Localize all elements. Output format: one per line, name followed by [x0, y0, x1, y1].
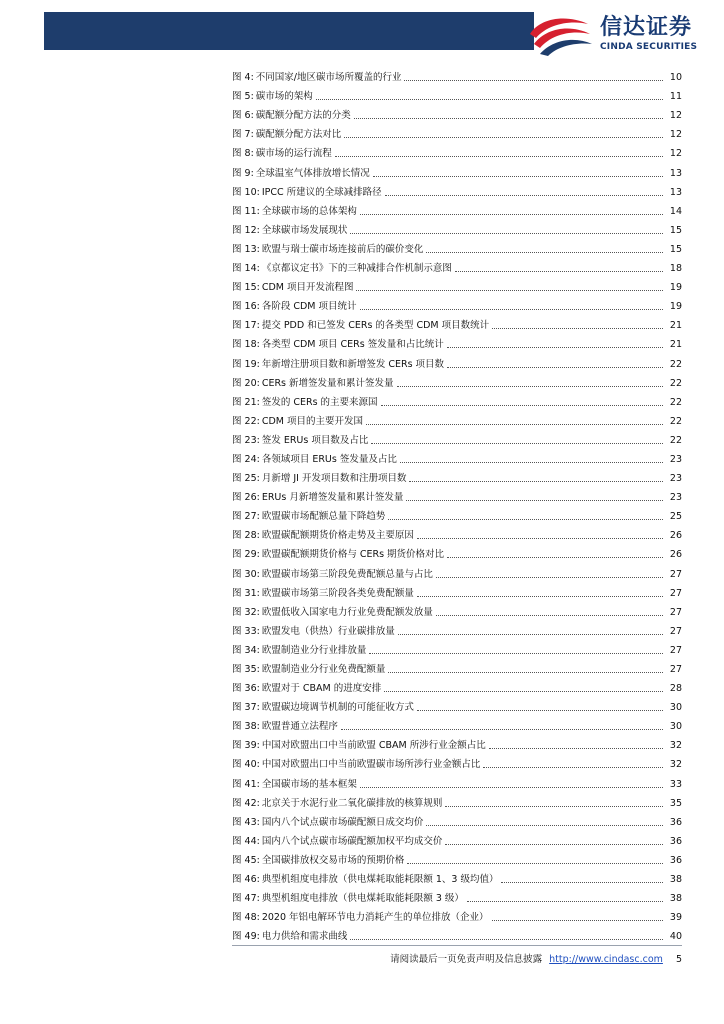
figure-title: 典型机组度电排放（供电煤耗取能耗限额 1、3 级均值）: [261, 874, 499, 886]
figure-page-number: 35: [669, 797, 682, 809]
toc-entry[interactable]: [232, 447, 682, 466]
figure-title: CDM 项目开发流程图: [261, 282, 354, 294]
figure-title: 提交 PDD 和已签发 CERs 的各类型 CDM 项目数统计: [261, 320, 490, 332]
leader-dots: [384, 691, 663, 692]
toc-entry[interactable]: [232, 504, 682, 523]
figure-page-number: 21: [669, 339, 682, 351]
figure-title: 欧盟对于 CBAM 的进度安排: [261, 683, 382, 695]
figure-number: 图 30:: [232, 568, 260, 580]
toc-entry[interactable]: [232, 676, 682, 695]
toc-entry[interactable]: [232, 714, 682, 733]
toc-entry[interactable]: [232, 485, 682, 504]
cinda-logo-icon: [526, 12, 598, 58]
figure-title: 欧盟普通立法程序: [261, 721, 338, 733]
leader-dots: [406, 500, 663, 501]
figure-page-number: 27: [669, 664, 682, 675]
toc-entry[interactable]: [232, 160, 682, 179]
toc-entry[interactable]: [232, 275, 682, 294]
toc-entry[interactable]: [232, 791, 682, 810]
leader-dots: [354, 118, 663, 119]
figure-number: 图 43:: [232, 816, 260, 828]
figure-title: CDM 项目的主要开发国: [261, 415, 363, 427]
figure-number: 图 4:: [232, 72, 254, 84]
figure-title: IPCC 所建议的全球减排路径: [261, 186, 382, 198]
figure-title: 欧盟与瑞士碳市场连接前后的碳价变化: [261, 243, 424, 255]
figure-title: ERUs 月新增签发量和累计签发量: [261, 492, 404, 504]
toc-entry[interactable]: [232, 409, 682, 428]
figure-number: 图 5:: [232, 91, 254, 103]
figure-page-number: 11: [669, 91, 682, 103]
figure-number: 图 28:: [232, 530, 260, 542]
figure-page-number: 27: [669, 568, 682, 580]
footer-divider: [232, 945, 682, 946]
figure-page-number: 23: [669, 453, 682, 465]
leader-dots: [404, 80, 663, 81]
figure-title: 签发 ERUs 项目数及占比: [261, 434, 369, 446]
figure-number: 图 9:: [232, 167, 254, 179]
figure-page-number: 22: [669, 415, 682, 427]
toc-entry[interactable]: [232, 218, 682, 237]
figure-page-number: 36: [669, 854, 682, 866]
leader-dots: [489, 748, 663, 749]
figure-title: CERs 新增签发量和累计签发量: [261, 377, 394, 389]
leader-dots: [483, 767, 663, 768]
figure-title: 全球碳市场的总体架构: [261, 205, 357, 217]
figure-title: 碳市场的运行流程: [255, 148, 332, 160]
leader-dots: [501, 882, 663, 883]
figure-title: 2020 年铝电解环节电力消耗产生的单位排放（企业）: [261, 912, 489, 924]
figure-page-number: 10: [669, 72, 682, 84]
toc-entry[interactable]: [232, 428, 682, 447]
figure-number: 图 12:: [232, 224, 260, 236]
figure-title: 年新增注册项目数和新增签发 CERs 项目数: [261, 358, 445, 370]
figure-page-number: 22: [669, 377, 682, 389]
toc-entry[interactable]: [232, 810, 682, 829]
figure-number: 图 29:: [232, 549, 260, 561]
leader-dots: [388, 672, 663, 673]
figure-number: 图 7:: [232, 129, 254, 141]
toc-entry[interactable]: [232, 390, 682, 409]
figure-number: 图 16:: [232, 301, 260, 313]
figure-title: 欧盟碳配额期货价格走势及主要原因: [261, 530, 414, 542]
footer: [290, 951, 682, 965]
figure-number: 图 21:: [232, 396, 260, 408]
figure-number: 图 23:: [232, 434, 260, 446]
leader-dots: [445, 806, 663, 807]
toc-entry[interactable]: [232, 523, 682, 542]
toc-entry[interactable]: [232, 561, 682, 580]
figure-page-number: 36: [669, 816, 682, 828]
logo-english-name: CINDA SECURITIES: [600, 42, 698, 52]
figure-number: 图 18:: [232, 339, 260, 351]
figure-title: 全国碳市场的基本框架: [261, 778, 357, 790]
leader-dots: [350, 939, 663, 940]
toc-entry[interactable]: [232, 829, 682, 848]
figure-number: 图 37:: [232, 702, 260, 714]
figure-title: 全国碳排放权交易市场的预期价格: [261, 854, 405, 866]
leader-dots: [366, 424, 663, 425]
figure-title: 欧盟制造业分行业免费配额量: [261, 664, 386, 675]
leader-dots: [447, 347, 663, 348]
figure-page-number: 30: [669, 702, 682, 714]
toc-entry[interactable]: [232, 867, 682, 886]
figure-number: 图 20:: [232, 377, 260, 389]
leader-dots: [400, 462, 663, 463]
toc-entry[interactable]: [232, 313, 682, 332]
figure-number: 图 46:: [232, 874, 260, 886]
figure-title: 国内八个试点碳市场碳配额加权平均成交价: [261, 835, 443, 847]
toc-entry[interactable]: [232, 65, 682, 84]
figure-title: 《京都议定书》下的三种减排合作机制示意图: [261, 263, 452, 275]
figure-title: 欧盟碳市场第三阶段免费配额总量与占比: [261, 568, 433, 580]
figure-number: 图 17:: [232, 320, 260, 332]
figure-number: 图 47:: [232, 893, 260, 905]
figure-number: 图 24:: [232, 453, 260, 465]
figure-page-number: 12: [669, 129, 682, 141]
figure-title: 签发的 CERs 的主要来源国: [261, 396, 378, 408]
figure-page-number: 12: [669, 110, 682, 122]
leader-dots: [341, 729, 663, 730]
figure-page-number: 26: [669, 549, 682, 561]
leader-dots: [335, 156, 663, 157]
figure-title: 不同国家/地区碳市场所覆盖的行业: [255, 72, 402, 84]
figure-page-number: 40: [669, 931, 682, 943]
figure-title: 欧盟碳市场第三阶段各类免费配额量: [261, 587, 414, 599]
toc-entry[interactable]: [232, 103, 682, 122]
leader-dots: [360, 214, 663, 215]
figure-page-number: 28: [669, 683, 682, 695]
figure-title: 欧盟发电（供热）行业碳排放量: [261, 625, 395, 637]
figure-number: 图 31:: [232, 587, 260, 599]
toc-entry[interactable]: [232, 122, 682, 141]
figure-number: 图 14:: [232, 263, 260, 275]
figure-title: 典型机组度电排放（供电煤耗取能耗限额 3 级）: [261, 893, 464, 905]
leader-dots: [492, 328, 663, 329]
figure-page-number: 38: [669, 874, 682, 886]
toc-entry[interactable]: [232, 848, 682, 867]
toc-entry[interactable]: [232, 237, 682, 256]
figure-title: 电力供给和需求曲线: [261, 931, 348, 943]
toc-entry[interactable]: [232, 771, 682, 790]
figure-title: 中国对欧盟出口中当前欧盟 CBAM 所涉行业金额占比: [261, 740, 486, 752]
figure-number: 图 36:: [232, 683, 260, 695]
figure-page-number: 36: [669, 835, 682, 847]
leader-dots: [316, 99, 663, 100]
figure-title: 欧盟碳配额期货价格与 CERs 期货价格对比: [261, 549, 445, 561]
figure-page-number: 21: [669, 320, 682, 332]
figure-page-number: 27: [669, 587, 682, 599]
figure-page-number: 23: [669, 492, 682, 504]
toc-entry[interactable]: [232, 294, 682, 313]
leader-dots: [385, 195, 663, 196]
figure-title: 中国对欧盟出口中当前欧盟碳市场所涉行业金额占比: [261, 759, 481, 771]
toc-entry[interactable]: [232, 256, 682, 275]
leader-dots: [426, 252, 663, 253]
toc-entry[interactable]: [232, 180, 682, 199]
figure-page-number: 38: [669, 893, 682, 905]
leader-dots: [373, 176, 663, 177]
leader-dots: [360, 309, 664, 310]
figure-number: 图 32:: [232, 606, 260, 618]
leader-dots: [467, 901, 663, 902]
leader-dots: [426, 825, 663, 826]
leader-dots: [388, 519, 663, 520]
figure-title: 碳配额分配方法对比: [255, 129, 342, 141]
figure-number: 图 13:: [232, 243, 260, 255]
figure-number: 图 45:: [232, 854, 260, 866]
toc-entry[interactable]: [232, 581, 682, 600]
figure-page-number: 12: [669, 148, 682, 160]
figure-page-number: 32: [669, 740, 682, 752]
figure-number: 图 22:: [232, 415, 260, 427]
figure-number: 图 6:: [232, 110, 254, 122]
leader-dots: [417, 538, 663, 539]
leader-dots: [417, 596, 663, 597]
toc-entry[interactable]: [232, 600, 682, 619]
figure-number: 图 41:: [232, 778, 260, 790]
figure-page-number: 27: [669, 644, 682, 656]
leader-dots: [436, 577, 663, 578]
figure-number: 图 19:: [232, 358, 260, 370]
figure-number: 图 39:: [232, 740, 260, 752]
figure-number: 图 10:: [232, 186, 260, 198]
figure-number: 图 33:: [232, 625, 260, 637]
figure-list: [232, 65, 682, 943]
figure-title: 欧盟碳市场配额总量下降趋势: [261, 511, 386, 523]
figure-title: 全球温室气体排放增长情况: [255, 167, 370, 179]
toc-entry[interactable]: [232, 199, 682, 218]
figure-page-number: 25: [669, 511, 682, 523]
figure-page-number: 33: [669, 778, 682, 790]
figure-number: 图 42:: [232, 797, 260, 809]
leader-dots: [447, 557, 663, 558]
leader-dots: [436, 615, 663, 616]
toc-entry[interactable]: [232, 905, 682, 924]
figure-page-number: 18: [669, 263, 682, 275]
figure-title: 欧盟制造业分行业排放量: [261, 644, 367, 656]
leader-dots: [350, 233, 663, 234]
figure-number: 图 40:: [232, 759, 260, 771]
leader-dots: [409, 481, 663, 482]
figure-page-number: 19: [669, 301, 682, 313]
toc-entry[interactable]: [232, 351, 682, 370]
toc-entry[interactable]: [232, 886, 682, 905]
figure-page-number: 19: [669, 282, 682, 294]
toc-entry[interactable]: [232, 695, 682, 714]
figure-title: 月新增 JI 开发项目数和注册项目数: [261, 473, 407, 485]
figure-page-number: 13: [669, 167, 682, 179]
leader-dots: [371, 443, 663, 444]
figure-number: 图 11:: [232, 205, 260, 217]
page-number: 5: [675, 954, 682, 965]
figure-number: 图 26:: [232, 492, 260, 504]
figure-page-number: 22: [669, 396, 682, 408]
figure-page-number: 32: [669, 759, 682, 771]
figure-title: 欧盟低收入国家电力行业免费配额发放量: [261, 606, 433, 618]
toc-entry[interactable]: [232, 332, 682, 351]
toc-entry[interactable]: [232, 371, 682, 390]
figure-title: 各阶段 CDM 项目统计: [261, 301, 357, 313]
figure-title: 各类型 CDM 项目 CERs 签发量和占比统计: [261, 339, 444, 351]
toc-entry[interactable]: [232, 752, 682, 771]
figure-page-number: 15: [669, 224, 682, 236]
leader-dots: [447, 367, 663, 368]
figure-page-number: 13: [669, 186, 682, 198]
toc-entry[interactable]: [232, 466, 682, 485]
figure-number: 图 35:: [232, 664, 260, 675]
leader-dots: [360, 787, 663, 788]
toc-entry[interactable]: [232, 638, 682, 657]
figure-title: 欧盟碳边境调节机制的可能征收方式: [261, 702, 414, 714]
toc-entry[interactable]: [232, 657, 682, 676]
figure-title: 全球碳市场发展现状: [261, 224, 348, 236]
figure-title: 北京关于水泥行业二氧化碳排放的核算规则: [261, 797, 443, 809]
figure-page-number: 30: [669, 721, 682, 733]
figure-title: 各领域项目 ERUs 签发量及占比: [261, 453, 397, 465]
disclaimer-notice: 请阅读最后一页免责声明及信息披露: [390, 954, 543, 965]
leader-dots: [455, 271, 663, 272]
figure-number: 图 49:: [232, 931, 260, 943]
toc-entry[interactable]: [232, 924, 682, 943]
toc-entry[interactable]: [232, 84, 682, 103]
figure-page-number: 22: [669, 434, 682, 446]
figure-title: 碳市场的架构: [255, 91, 313, 103]
leader-dots: [397, 386, 663, 387]
leader-dots: [356, 290, 663, 291]
leader-dots: [381, 405, 663, 406]
leader-dots: [417, 710, 663, 711]
header-band: [44, 12, 534, 50]
figure-page-number: 39: [669, 912, 682, 924]
figure-page-number: 15: [669, 243, 682, 255]
figure-page-number: 27: [669, 606, 682, 618]
figure-number: 图 27:: [232, 511, 260, 523]
figure-page-number: 27: [669, 625, 682, 637]
leader-dots: [369, 653, 663, 654]
figure-number: 图 48:: [232, 912, 260, 924]
toc-entry[interactable]: [232, 733, 682, 752]
figure-page-number: 14: [669, 205, 682, 217]
toc-entry[interactable]: [232, 141, 682, 160]
toc-entry[interactable]: [232, 619, 682, 638]
figure-page-number: 23: [669, 473, 682, 485]
figure-number: 图 15:: [232, 282, 260, 294]
website-link[interactable]: http://www.cindasc.com: [549, 954, 663, 965]
logo-chinese-name: 信达证券: [600, 15, 693, 40]
figure-number: 图 38:: [232, 721, 260, 733]
figure-page-number: 26: [669, 530, 682, 542]
figure-number: 图 25:: [232, 473, 260, 485]
toc-entry[interactable]: [232, 542, 682, 561]
leader-dots: [398, 634, 663, 635]
figure-title: 国内八个试点碳市场碳配额日成交均价: [261, 816, 424, 828]
leader-dots: [407, 863, 663, 864]
figure-title: 碳配额分配方法的分类: [255, 110, 351, 122]
leader-dots: [445, 844, 663, 845]
figure-number: 图 34:: [232, 644, 260, 656]
figure-number: 图 8:: [232, 148, 254, 160]
figure-number: 图 44:: [232, 835, 260, 847]
leader-dots: [344, 137, 663, 138]
figure-page-number: 22: [669, 358, 682, 370]
leader-dots: [492, 920, 663, 921]
